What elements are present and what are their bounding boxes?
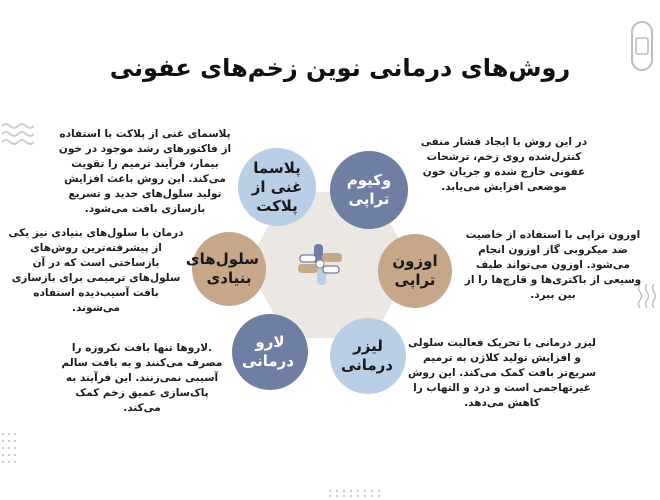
method-node-larva [232,314,308,390]
method-node-stem-cells [185,232,266,306]
method-label-larva: لارو درمانی [241,333,294,370]
method-description-prp: پلاسمای غنی از پلاکت با استفاده از فاکتورهای رشد موجود در خون بیمار، فرآیند ترمیم را تقویت می‌کند. این روش باعث افزایش تولید سلول‌های جدید و تسریع بازسازی بافت می‌شود. [58,128,232,215]
method-description-ozone: اوزون تراپی با استفاده از خاصیت ضد میکروبی گاز اوزون انجام می‌شود. اوزون می‌تواند طیف وسیعی از باکتری‌ها و قارچ‌ها را از بین ببرد. [464,229,642,301]
slide-title: روش‌های درمانی نوین زخم‌های عفونی [109,54,571,82]
method-node-laser [330,318,406,394]
method-description-stem-cells: درمان با سلول‌های بنیادی نیز یکی از پیشرفته‌ترین روش‌های بازساختی است که در آن سلول‌های ترمیمی برای بازسازی بافت آسیب‌دیده استفاده می‌شوند. [8,227,184,314]
method-node-vacuum [330,151,408,229]
method-label-ozone: اوزون تراپی [392,252,438,289]
method-label-vacuum: وکیوم تراپی [346,171,392,208]
method-label-prp: پلاسما غنی از پلاکت [251,158,303,215]
method-description-larva: .لاروها تنها بافت نکروزه را مصرف می‌کنند و به بافت سالم آسیبی نمی‌زنند. این فرآیند به پاک‌سازی عمیق زخم کمک می‌کند. [61,342,223,414]
method-node-prp [238,148,316,226]
wavy-lines-icon [0,120,36,150]
bandage-icon [630,20,654,72]
method-description-laser: لیزر درمانی با تحریک فعالیت سلولی و افزایش تولید کلاژن به ترمیم سریع‌تر بافت کمک می‌کند. این روش غیرتهاجمی است و درد و التهاب را کاهش می‌دهد. [407,337,597,409]
method-label-stem-cells: سلول‌های بنیادی [185,250,259,287]
method-label-laser: لیزر درمانی [340,337,393,374]
method-node-ozone [378,234,452,308]
dot-grid-icon [326,488,386,498]
method-description-vacuum: در این روش با ایجاد فشار منفی کنترل‌شده روی زخم، ترشحات عفونی خارج شده و جریان خون موضعی افزایش می‌یابد. [420,136,588,193]
teamwork-hands-icon [296,241,344,287]
dot-grid-icon [0,430,22,470]
